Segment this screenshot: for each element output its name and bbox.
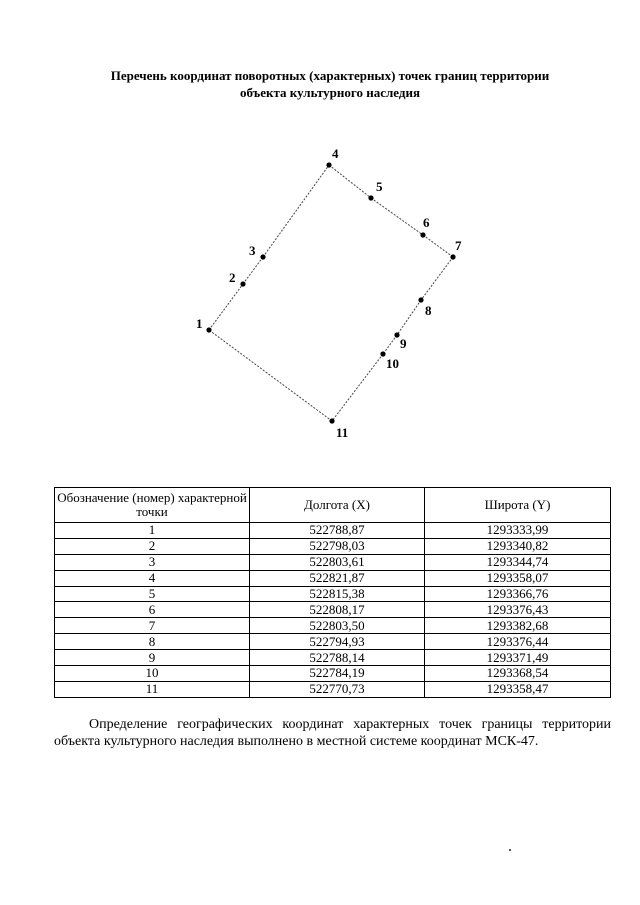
header-point-number: Обозначение (номер) характерной точки <box>55 488 250 523</box>
table-row <box>55 570 611 586</box>
cell-longitude: 522770,73 <box>250 681 425 697</box>
cell-point-number: 6 <box>55 602 250 618</box>
boundary-point-marker <box>240 281 245 286</box>
boundary-segment <box>329 165 371 198</box>
boundary-point-label: 2 <box>229 270 236 285</box>
boundary-segment <box>423 235 453 257</box>
boundary-point-label: 7 <box>455 238 462 253</box>
coordinates-table <box>54 487 611 698</box>
table-row <box>55 650 611 666</box>
boundary-point-label: 5 <box>376 179 383 194</box>
cell-point-number: 5 <box>55 586 250 602</box>
boundary-point-label: 3 <box>249 243 256 258</box>
cell-longitude: 522808,17 <box>250 602 425 618</box>
boundary-point-marker <box>326 162 331 167</box>
cell-point-number: 3 <box>55 554 250 570</box>
cell-latitude: 1293333,99 <box>425 523 611 539</box>
boundary-point-marker <box>380 351 385 356</box>
boundary-segment <box>371 198 423 235</box>
boundary-point-label: 10 <box>386 356 399 371</box>
boundary-segment <box>397 300 421 335</box>
cell-longitude: 522784,19 <box>250 666 425 682</box>
cell-point-number: 7 <box>55 618 250 634</box>
coordinate-system-note: Определение географических координат характерных точек границы территории объекта культурного наследия выполнено в местной системе координат МСК-47. <box>54 717 611 749</box>
boundary-segment <box>332 354 383 421</box>
boundary-point-label: 4 <box>332 146 339 161</box>
cell-longitude: 522803,61 <box>250 554 425 570</box>
cell-longitude: 522794,93 <box>250 634 425 650</box>
boundary-segment <box>243 257 263 284</box>
cell-longitude: 522798,03 <box>250 538 425 554</box>
boundary-point-marker <box>368 195 373 200</box>
table-row <box>55 586 611 602</box>
header-latitude: Широта (Y) <box>425 488 611 523</box>
table-row <box>55 554 611 570</box>
table-header-row <box>55 488 611 523</box>
cell-latitude: 1293358,07 <box>425 570 611 586</box>
cell-point-number: 9 <box>55 650 250 666</box>
cell-latitude: 1293368,54 <box>425 666 611 682</box>
boundary-point-marker <box>394 332 399 337</box>
cell-latitude: 1293376,44 <box>425 634 611 650</box>
cell-point-number: 1 <box>55 523 250 539</box>
table-row <box>55 618 611 634</box>
boundary-point-label: 6 <box>423 215 430 230</box>
boundary-segment <box>383 335 397 354</box>
boundary-point-marker <box>418 297 423 302</box>
cell-latitude: 1293366,76 <box>425 586 611 602</box>
cell-point-number: 11 <box>55 681 250 697</box>
boundary-point-marker <box>329 418 334 423</box>
table-row <box>55 523 611 539</box>
table-row <box>55 538 611 554</box>
boundary-point-marker <box>420 232 425 237</box>
cell-latitude: 1293376,43 <box>425 602 611 618</box>
cell-point-number: 2 <box>55 538 250 554</box>
boundary-point-label: 11 <box>336 425 349 440</box>
document-title-line-2: объекта культурного наследия <box>240 85 420 100</box>
table-row <box>55 634 611 650</box>
boundary-segment <box>263 165 329 257</box>
table-row <box>55 666 611 682</box>
cell-longitude: 522815,38 <box>250 586 425 602</box>
cell-latitude: 1293340,82 <box>425 538 611 554</box>
cell-longitude: 522803,50 <box>250 618 425 634</box>
table-row <box>55 681 611 697</box>
scan-speck <box>509 849 511 851</box>
cell-latitude: 1293358,47 <box>425 681 611 697</box>
header-longitude: Долгота (X) <box>250 488 425 523</box>
document-title-line-1: Перечень координат поворотных (характерных) точек границ территории <box>110 68 550 83</box>
boundary-point-label: 1 <box>196 316 203 331</box>
cell-longitude: 522788,87 <box>250 523 425 539</box>
boundary-point-label: 8 <box>425 303 432 318</box>
boundary-point-label: 9 <box>400 336 407 351</box>
cell-latitude: 1293382,68 <box>425 618 611 634</box>
cell-latitude: 1293344,74 <box>425 554 611 570</box>
boundary-segment <box>421 257 453 300</box>
boundary-segment <box>209 330 332 421</box>
table-row <box>55 602 611 618</box>
cell-longitude: 522788,14 <box>250 650 425 666</box>
boundary-segment <box>209 284 243 330</box>
boundary-point-marker <box>260 254 265 259</box>
cell-point-number: 4 <box>55 570 250 586</box>
cell-longitude: 522821,87 <box>250 570 425 586</box>
cell-point-number: 10 <box>55 666 250 682</box>
boundary-point-marker <box>450 254 455 259</box>
boundary-point-marker <box>206 327 211 332</box>
cell-latitude: 1293371,49 <box>425 650 611 666</box>
cell-point-number: 8 <box>55 634 250 650</box>
